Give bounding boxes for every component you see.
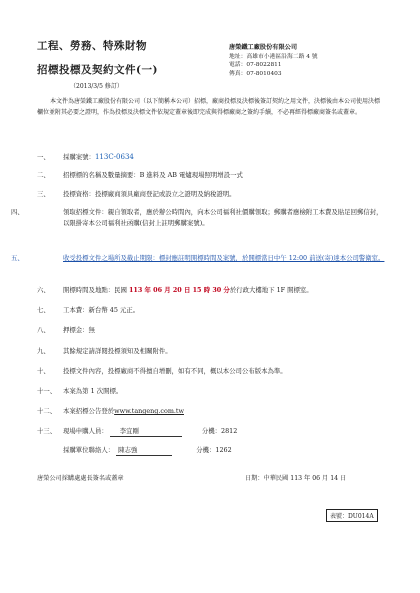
director-signature-line: 唐榮公司採購處處長簽名或蓋章 (37, 475, 124, 482)
item-text: 招標標的名稱及數量摘要：B 進料及 AB 電爐現場照明增設一式 (63, 171, 243, 179)
item-number: 八、 (37, 326, 50, 334)
item-other-rules (37, 346, 387, 357)
company-name: 唐榮鐵工廠股份有限公司 (229, 44, 298, 51)
item-contacts (37, 426, 387, 437)
item-qualification (37, 189, 387, 200)
item-tender-subject (37, 170, 387, 181)
item-number: 十二、 (37, 407, 57, 415)
item-document-integrity (37, 366, 387, 377)
unit-name: 陳志強 (118, 446, 138, 454)
item-text: 投標文件內容，投標廠商不得擅自增刪，如有不同，概以本公司公布版本為準。 (63, 367, 287, 375)
company-phone: 電話：07-8022811 (229, 62, 282, 69)
item-number: 十、 (37, 367, 50, 375)
item-tender-number (37, 152, 387, 163)
item-text: 領取招標文件：親自領取者，應於辦公時間內，向本公司福利社價購領取；郵購者應檢附工本費及貼足回郵信封，以限掛寄本公司福利社函購(信封上註明郵購案號)。 (63, 208, 383, 227)
company-fax: 傳真：07-8010403 (229, 70, 282, 77)
item-obtain-documents (11, 207, 387, 228)
item-number: 三、 (37, 190, 50, 198)
unit-name-field (116, 445, 172, 456)
document-subtitle: 招標投標及契約文件(一) (37, 64, 158, 76)
item-text-deadline: 於開標當日中午 12:00 前送(寄)達本公司警衛室。 (241, 254, 385, 262)
contact-ext: 2812 (221, 427, 238, 435)
contact-name: 李宜剛 (119, 427, 139, 435)
item-label: 本案招標公告登於 (63, 407, 115, 415)
item-unit-contact (63, 445, 413, 456)
item-text: 押標金：無 (63, 326, 95, 334)
unit-ext: 1262 (215, 446, 232, 454)
contact-label: 現場申購人員： (63, 427, 108, 435)
item-tender-round (37, 386, 387, 397)
item-submission-deadline (11, 253, 387, 264)
item-number: 五、 (11, 254, 24, 262)
contact-name-field (110, 426, 182, 437)
item-bid-bond (37, 325, 387, 336)
item-number: 九、 (37, 347, 50, 355)
opening-datetime: 113 年 06 月 20 日 15 時 30 分 (128, 286, 230, 294)
tender-number: 113C-0634 (94, 153, 134, 161)
website-link[interactable]: www.tangeng.com.tw (114, 407, 184, 415)
item-number: 四、 (11, 208, 24, 216)
item-number: 六、 (37, 286, 50, 294)
item-number: 二、 (37, 171, 50, 179)
item-text: 本案為第 1 次開標。 (63, 387, 123, 395)
item-number: 七、 (37, 306, 50, 314)
company-address: 地址：高雄市小港區沿海二路 4 號 (229, 53, 318, 60)
item-fee (37, 305, 387, 316)
item-text-location: 於行政大樓地下 1F 開標室。 (229, 286, 313, 294)
intro-paragraph: 本文件為唐榮鐵工廠股份有限公司（以下簡稱本公司）招標，廠商投標及決標後簽訂契約之用文件，決標後由本公司使用決標欄位並附其必要之證明，作為投標及決標文件依規定蓋章後即完成與得標廠商之簽約手續，不必再經得標廠商簽名或蓋章。 (37, 98, 381, 116)
item-opening-time (37, 285, 387, 296)
unit-label: 採購單位聯絡人： (63, 446, 115, 454)
unit-ext-label: 分機： (196, 446, 216, 454)
item-text: 開標時間及地點：民國 (63, 286, 129, 294)
revision-date: （2013/3/5 修訂） (70, 83, 123, 90)
item-announcement (37, 406, 387, 417)
document-title: 工程、勞務、特殊財物 (37, 40, 147, 52)
item-text: 其餘規定請詳閱投標須知及相關附件。 (63, 347, 172, 355)
form-code-box: 表號：DU014A (326, 509, 378, 522)
item-number: 十一、 (37, 387, 57, 395)
item-text: 收受投標文件之場所及截止期限：標封應註明開標時間及案號， (63, 254, 242, 262)
item-text: 工本費：新台幣 45 元正。 (63, 306, 140, 314)
company-info (229, 44, 318, 78)
item-label: 採購案號： (63, 153, 95, 161)
item-number: 十三、 (37, 427, 57, 435)
contact-ext-label: 分機： (201, 427, 221, 435)
item-text: 投標資格：投標廠商須具廠商登記或設立之證明及納稅證明。 (63, 190, 236, 198)
document-date: 日期：中華民國 113 年 06 月 14 日 (245, 475, 347, 482)
item-number: 一、 (37, 153, 50, 161)
